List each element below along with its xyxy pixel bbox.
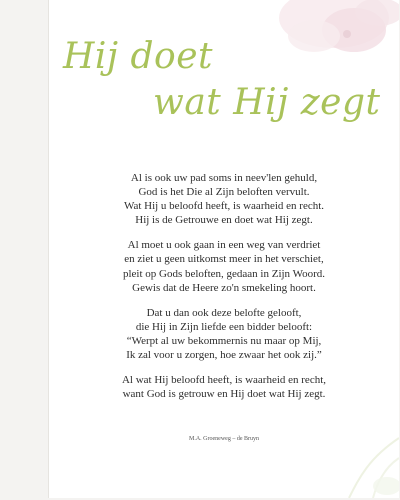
poem-line: Al is ook uw pad soms in neev'len gehuld, [130,172,318,184]
poem-line: Hij is de Getrouwe en doet wat Hij zegt. [135,214,313,227]
poem-body [49,171,399,412]
poem-card [48,0,399,498]
poem-line: Ik zal voor u zorgen, hoe zwaar het ook zij.” [126,349,322,362]
poem-line: Dat u dan ook deze belofte gelooft, [146,306,302,319]
stanza-3 [49,306,399,362]
title-line-2: wat Hij zegt [153,82,381,123]
stanza-2 [49,238,399,294]
poem-line: want God is getrouw en Hij doet wat Hij zegt. [122,388,326,401]
poem-line: die Hij in Zijn liefde een bidder belooft: [135,320,313,333]
poem-line: pleit op Gods beloften, gedaan in Zijn Woord. [122,267,326,280]
poem-line: Wat Hij u beloofd heeft, is waarheid en recht. [123,200,325,213]
stanza-4 [49,373,399,401]
author-credit: M.A. Groeneweg – de Bruyn [189,436,259,442]
poem-line: Al moet u ook gaan in een weg van verdriet [127,239,321,252]
poem-line: Gewis dat de Heere zo'n smekeling hoort. [132,281,316,294]
poem-line: God is het Die al Zijn beloften vervult. [138,186,310,199]
stanza-1 [49,171,399,227]
poem-line: “Werpt al uw bekommernis nu maar op Mij, [126,334,322,347]
poem-line: Al wat Hij beloofd heeft, is waarheid en recht, [121,374,327,387]
title-line-1: Hij doet [63,36,214,77]
poem-line: en ziet u geen uitkomst meer in het verschiet, [124,253,324,266]
